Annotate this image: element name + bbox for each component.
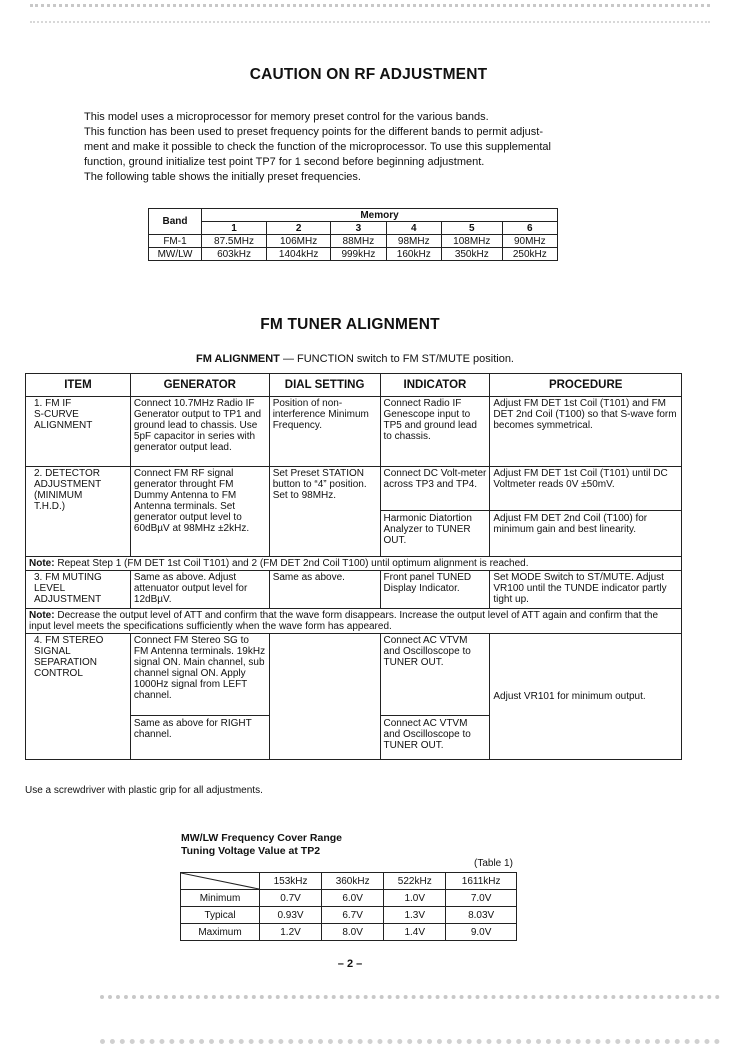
table-cell: 350kHz	[441, 248, 502, 261]
note-cell	[26, 557, 682, 571]
memory-column-header: 4	[386, 222, 441, 235]
table-cell: 6.7V	[322, 907, 384, 924]
scan-noise-bottom	[100, 995, 720, 1044]
table-cell: 88MHz	[331, 235, 386, 248]
generator-cell: Same as above. Adjust attenuator output level for 12dBµV.	[130, 571, 269, 609]
page-number: – 2 –	[337, 958, 363, 970]
item-cell: 2. DETECTOR ADJUSTMENT (MINIMUM T.H.D.)	[26, 467, 131, 557]
caution-title: CAUTION ON RF ADJUSTMENT	[249, 66, 488, 83]
intro-line: This model uses a microprocessor for memory preset control for the various bands.	[84, 111, 489, 123]
note-label: Note:	[29, 610, 55, 621]
intro-line: ment and make it possible to check the function of the microprocessor. To use this supplemental	[84, 141, 551, 153]
indicator-text: Connect DC Volt-meter across TP3 and TP4.	[383, 468, 487, 490]
procedure-cell: Adjust FM DET 1st Coil (T101) and FM DET 2nd Coil (T100) so that S-wave form becomes symmetrical.	[490, 397, 682, 467]
generator-header: GENERATOR	[130, 374, 269, 397]
table-cell: 0.93V	[260, 907, 322, 924]
item-cell: 1. FM IF S-CURVE ALIGNMENT	[26, 397, 131, 467]
note-row	[26, 609, 682, 634]
procedure-cell: Set MODE Switch to ST/MUTE. Adjust VR100 until the TUNDE indicator partly tight up.	[490, 571, 682, 609]
item-cell: 4. FM STEREO SIGNAL SEPARATION CONTROL	[26, 634, 131, 760]
dial-setting-header: DIAL SETTING	[269, 374, 380, 397]
row-label: Maximum	[181, 924, 260, 941]
table-cell: 1.4V	[384, 924, 446, 941]
table-header-row	[26, 374, 682, 397]
cover-range-table	[180, 872, 517, 941]
procedure-text: Adjust FM DET 2nd Coil (T100) for minimum gain and best linearity.	[490, 510, 681, 535]
dial-cell: Same as above.	[269, 571, 380, 609]
table-row	[149, 235, 558, 248]
band-cell: FM-1	[149, 235, 202, 248]
indicator-cell	[380, 467, 490, 557]
procedure-header: PROCEDURE	[490, 374, 682, 397]
indicator-cell	[380, 634, 490, 760]
indicator-cell: Front panel TUNED Display Indicator.	[380, 571, 490, 609]
frequency-header: 153kHz	[260, 873, 322, 890]
frequency-header: 522kHz	[384, 873, 446, 890]
item-header: ITEM	[26, 374, 131, 397]
frequency-header: 1611kHz	[446, 873, 517, 890]
note-text: Repeat Step 1 (FM DET 1st Coil T101) and 2 (FM DET 2nd Coil T100) until optimum alignment is reached.	[54, 558, 529, 569]
scan-noise-top	[30, 4, 710, 23]
fm-alignment-table	[25, 373, 682, 760]
fm-alignment-label: FM ALIGNMENT	[195, 353, 280, 365]
table-cell: 9.0V	[446, 924, 517, 941]
note-cell	[26, 609, 682, 634]
table-cell: 999kHz	[331, 248, 386, 261]
memory-column-header: 1	[202, 222, 267, 235]
note-label: Note:	[29, 558, 55, 569]
generator-cell: Connect FM RF signal generator throught FM Dummy Antenna to FM Antenna terminals. Set generator output level to 60dBµV at 98MHz ±2kHz.	[130, 467, 269, 557]
table-row	[181, 924, 517, 941]
dial-cell	[269, 634, 380, 760]
table-row	[26, 571, 682, 609]
procedure-cell: Adjust VR101 for minimum output.	[490, 634, 682, 760]
table-row	[26, 467, 682, 557]
note-row	[26, 557, 682, 571]
procedure-cell	[490, 467, 682, 557]
table-cell: 87.5MHz	[202, 235, 267, 248]
band-header: Band	[149, 209, 202, 235]
table-cell: 603kHz	[202, 248, 267, 261]
table-cell: 160kHz	[386, 248, 441, 261]
dial-cell: Set Preset STATION button to “4” position. Set to 98MHz.	[269, 467, 380, 557]
table-cell: 90MHz	[502, 235, 557, 248]
row-label: Minimum	[181, 890, 260, 907]
generator-text: Connect FM Stereo SG to FM Antenna terminals. 19kHz signal ON. Main channel, sub channel signal ON. Apply 1000Hz signal from LEFT channel.	[133, 635, 266, 701]
table-row	[26, 397, 682, 467]
memory-column-header: 5	[441, 222, 502, 235]
intro-line: The following table shows the initially preset frequencies.	[84, 171, 361, 183]
dial-cell: Position of non-interference Minimum Frequency.	[269, 397, 380, 467]
generator-text: Same as above for RIGHT channel.	[131, 715, 269, 740]
table-cell: 108MHz	[441, 235, 502, 248]
intro-paragraph	[84, 110, 644, 185]
table-cell: 106MHz	[267, 235, 331, 248]
cover-range-subtitle: Tuning Voltage Value at TP2	[181, 845, 321, 857]
diagonal-line	[181, 873, 259, 889]
table-cell: 98MHz	[386, 235, 441, 248]
table-row	[26, 634, 682, 760]
indicator-text: Harmonic Diatortion Analyzer to TUNER OUT.	[381, 510, 490, 546]
indicator-text: Connect AC VTVM and Oscilloscope to TUNER OUT.	[383, 635, 471, 668]
table-cell: 1.2V	[260, 924, 322, 941]
memory-header: Memory	[202, 209, 558, 222]
corner-cell	[181, 873, 260, 890]
cover-range-title: MW/LW Frequency Cover Range	[181, 832, 343, 844]
row-label: Typical	[181, 907, 260, 924]
table-header-row	[181, 873, 517, 890]
fm-alignment-subtitle	[0, 353, 710, 365]
memory-column-header: 2	[267, 222, 331, 235]
memory-column-header: 3	[331, 222, 386, 235]
indicator-cell: Connect Radio IF Genescope input to TP5 and ground lead to chassis.	[380, 397, 490, 467]
table-row	[149, 248, 558, 261]
screwdriver-note: Use a screwdriver with plastic grip for all adjustments.	[25, 785, 263, 796]
memory-preset-table	[148, 208, 558, 261]
generator-cell: Connect 10.7MHz Radio IF Generator output to TP1 and ground lead to chassis. Use 5pF capacitor in series with generator output lead.	[130, 397, 269, 467]
table-cell: 6.0V	[322, 890, 384, 907]
intro-line: This function has been used to preset frequency points for the different bands to permit adjust-	[84, 126, 544, 138]
item-cell: 3. FM MUTING LEVEL ADJUSTMENT	[26, 571, 131, 609]
table-row	[181, 907, 517, 924]
table-cell: 8.0V	[322, 924, 384, 941]
table-reference: (Table 1)	[474, 858, 513, 869]
fm-alignment-text: — FUNCTION switch to FM ST/MUTE position.	[279, 353, 514, 365]
table-cell: 1.0V	[384, 890, 446, 907]
note-text: Decrease the output level of ATT and confirm that the wave form disappears. Increase the output level of ATT again and confirm that the input level meets the specifications sufficiently when the wave form has appeared.	[29, 610, 659, 632]
table-cell: 1.3V	[384, 907, 446, 924]
indicator-header: INDICATOR	[380, 374, 490, 397]
table-cell: 0.7V	[260, 890, 322, 907]
generator-cell	[130, 634, 269, 760]
table-cell: 8.03V	[446, 907, 517, 924]
frequency-header: 360kHz	[322, 873, 384, 890]
band-cell: MW/LW	[149, 248, 202, 261]
procedure-text: Adjust FM DET 1st Coil (T101) until DC Voltmeter reads 0V ±50mV.	[493, 468, 668, 490]
table-cell: 1404kHz	[267, 248, 331, 261]
table-cell: 7.0V	[446, 890, 517, 907]
memory-column-header: 6	[502, 222, 557, 235]
table-cell: 250kHz	[502, 248, 557, 261]
intro-line: function, ground initialize test point TP7 for 1 second before beginning adjustment.	[84, 156, 485, 168]
table-row	[181, 890, 517, 907]
indicator-text: Connect AC VTVM and Oscilloscope to TUNER OUT.	[381, 715, 490, 751]
fm-tuner-alignment-title: FM TUNER ALIGNMENT	[260, 316, 440, 333]
